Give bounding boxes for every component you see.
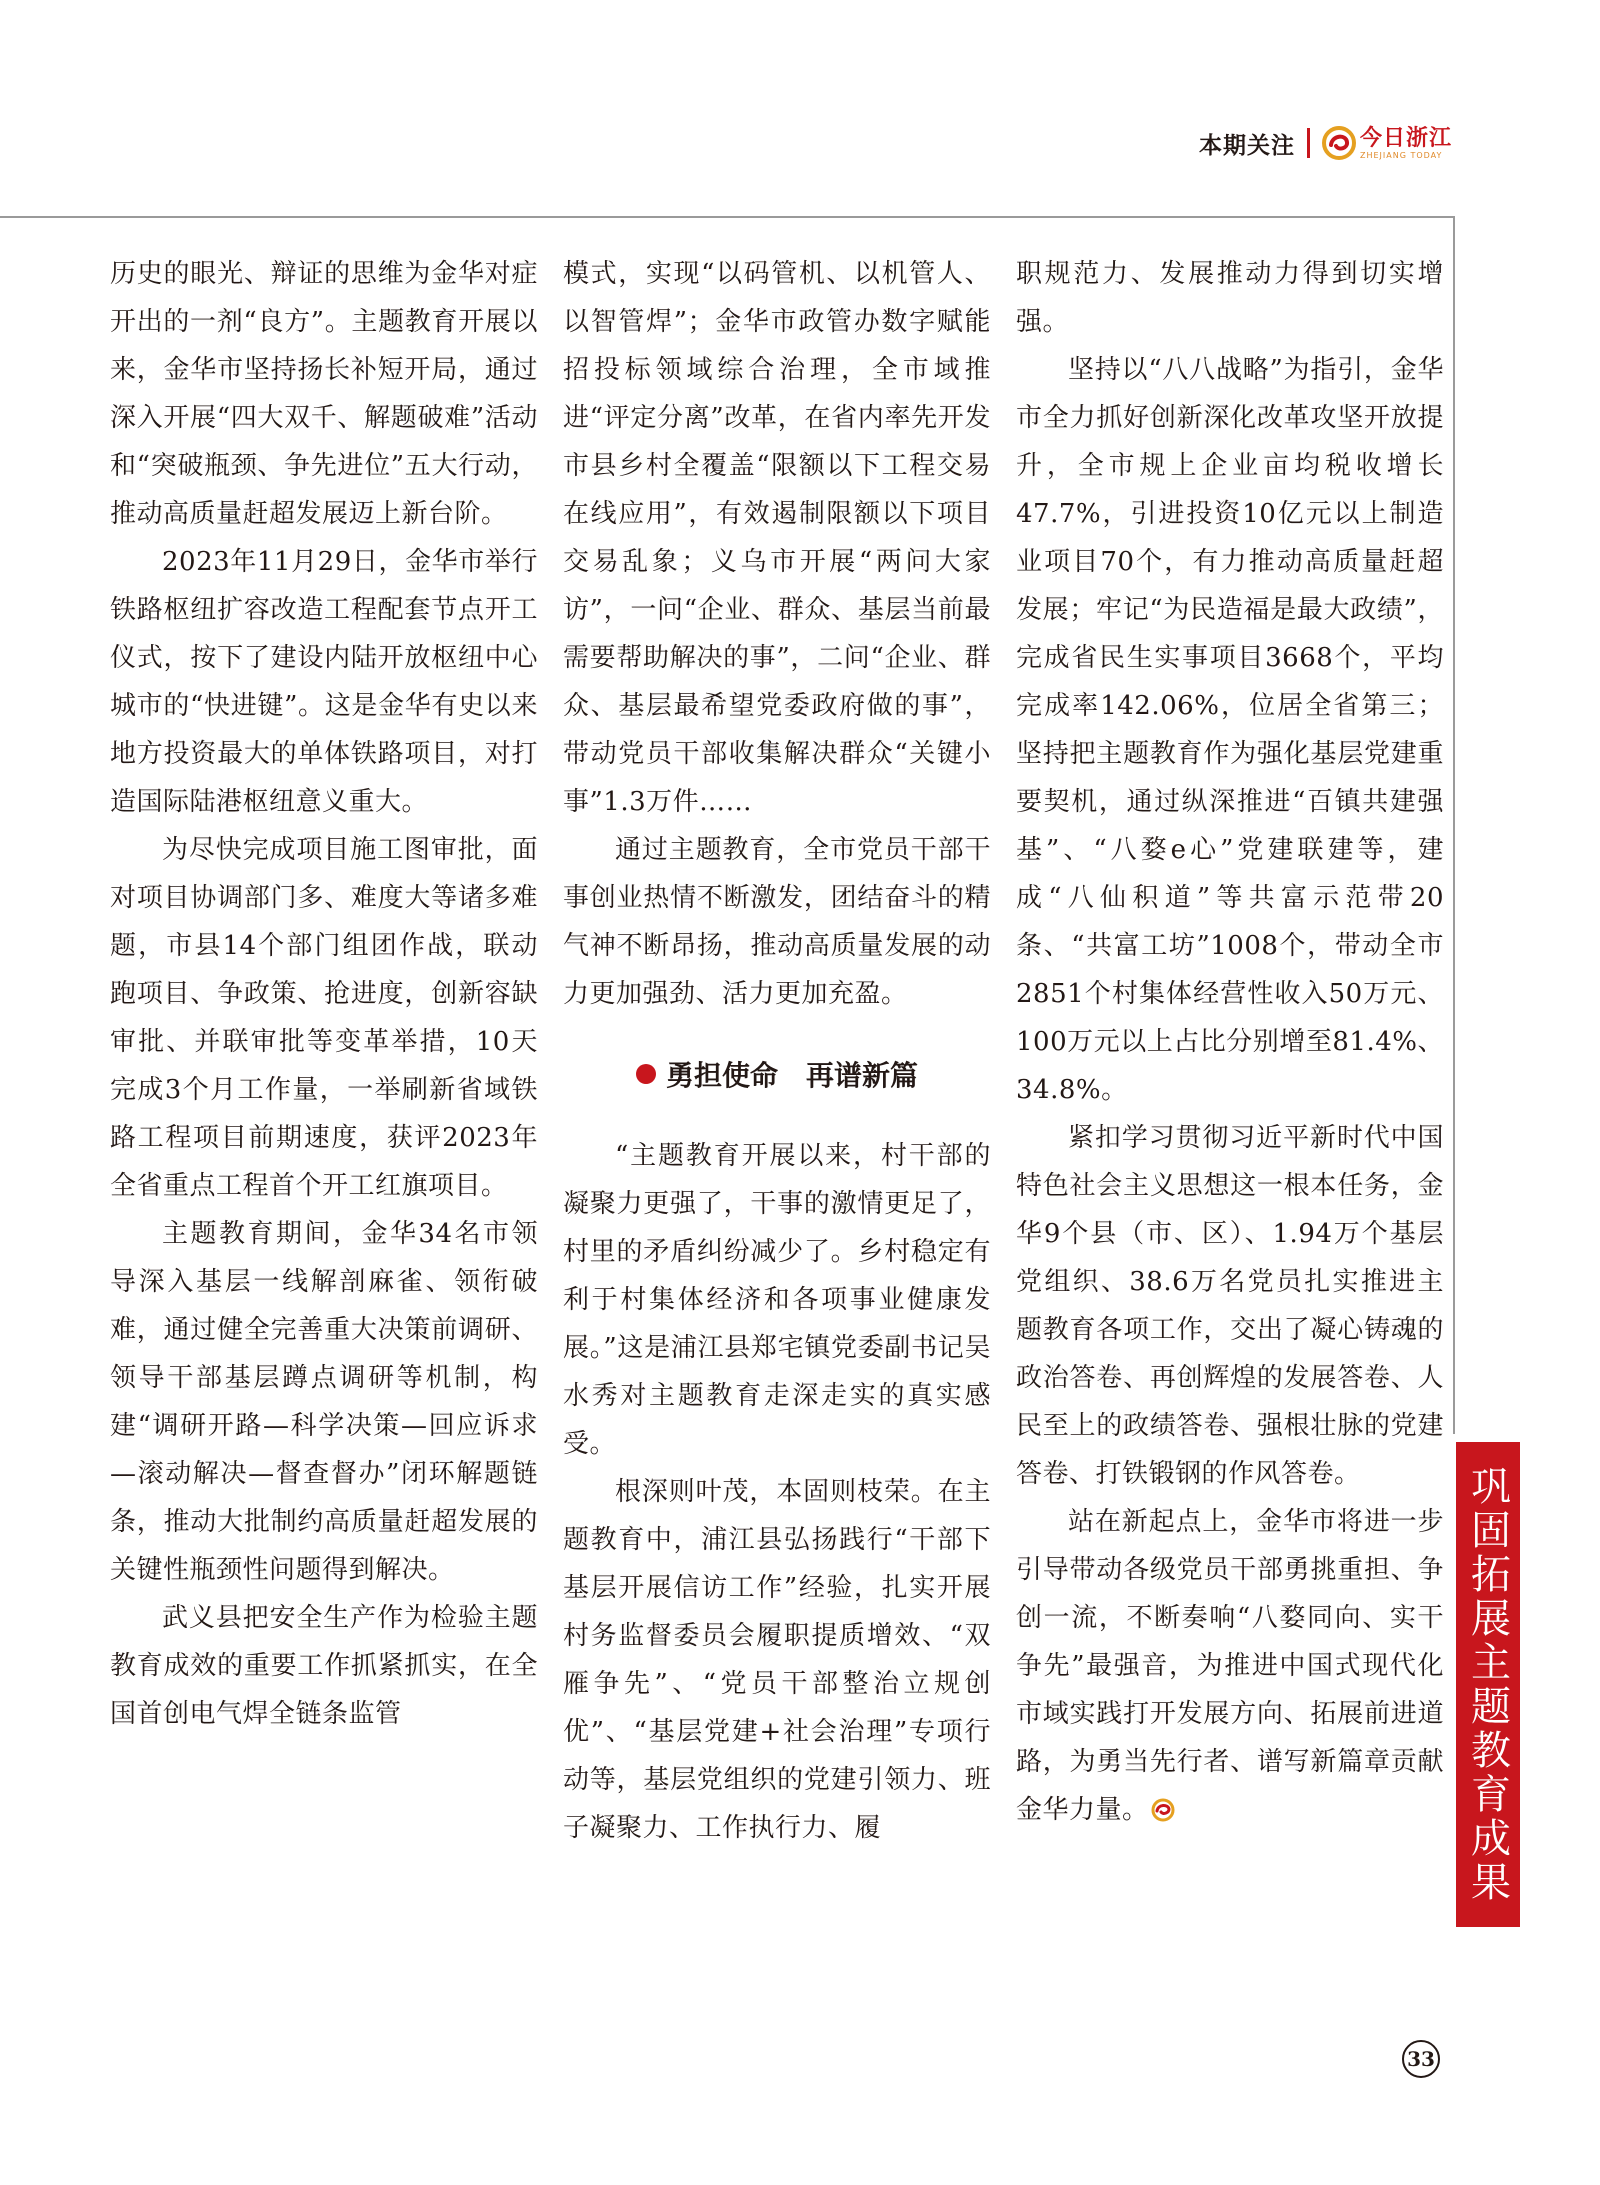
subheading-text: 勇担使命 再谱新篇 xyxy=(665,1059,918,1092)
side-section-tab xyxy=(1456,1442,1520,1927)
side-tab-label: 巩固拓展主题教育成果 xyxy=(1464,1464,1511,1905)
logo-english-text: ZHEJIANG TODAY xyxy=(1359,150,1443,160)
paragraph: 根深则叶茂，本固则枝荣。在主题教育中，浦江县弘扬践行“干部下基层开展信访工作”经验，扎实开展村务监督委员会履职提质增效、“双雁争先”、“党员干部整治立规创优”、“基层党建+社会治理”专项行动等，基层党组织的党建引领力、班子凝聚力、工作执行力、履 xyxy=(563,1477,991,1843)
paragraph: 为尽快完成项目施工图审批，面对项目协调部门多、难度大等诸多难题，市县14个部门组团作战，联动跑项目、争政策、抢进度，创新容缺审批、并联审批等变革举措，10天完成3个月工作量，一举刷新省域铁路工程项目前期速度，获评2023年全省重点工程首个开工红旗项目。 xyxy=(110,835,538,1201)
paragraph: 2023年11月29日，金华市举行铁路枢纽扩容改造工程配套节点开工仪式，按下了建设内陆开放枢纽中心城市的“快进键”。这是金华有史以来地方投资最大的单体铁路项目，对打造国际陆港枢纽意义重大。 xyxy=(110,547,538,817)
paragraph: 通过主题教育，全市党员干部干事创业热情不断激发，团结奋斗的精气神不断昂扬，推动高质量发展的动力更加强劲、活力更加充盈。 xyxy=(563,835,991,1009)
paragraph: 武义县把安全生产作为检验主题教育成效的重要工作抓紧抓实，在全国首创电气焊全链条监管 xyxy=(110,1603,538,1729)
section-subheading xyxy=(563,1054,991,1094)
paragraph: 职规范力、发展推动力得到切实增强。 xyxy=(1016,259,1444,337)
paragraph-text: 站在新起点上，金华市将进一步引导带动各级党员干部勇挑重担、争创一流，不断奏响“八婺同向、实干争先”最强音，为推进中国式现代化市域实践打开发展方向、拓展前进道路，为勇当先行者、谱写新篇章贡献金华力量。 xyxy=(1016,1507,1444,1825)
logo-swirl-icon xyxy=(1322,126,1356,160)
top-rule xyxy=(0,216,1455,218)
magazine-logo xyxy=(1322,126,1452,160)
page-header xyxy=(1199,118,1452,168)
paragraph: 历史的眼光、辩证的思维为金华对症开出的一剂“良方”。主题教育开展以来，金华市坚持扬长补短开局，通过深入开展“四大双千、解题破难”活动和“突破瓶颈、争先进位”五大行动，推动高质量赶超发展迈上新台阶。 xyxy=(110,259,538,529)
paragraph: 坚持以“八八战略”为指引，金华市全力抓好创新深化改革攻坚开放提升，全市规上企业亩均税收增长47.7%，引进投资10亿元以上制造业项目70个，有力推动高质量赶超发展；牢记“为民造福是最大政绩”，完成省民生实事项目3668个，平均完成率142.06%，位居全省第三；坚持把主题教育作为强化基层党建重要契机，通过纵深推进“百镇共建强基”、“八婺e心”党建联建等，建成“八仙积道”等共富示范带20条、“共富工坊”1008个，带动全市2851个村集体经营性收入50万元、100万元以上占比分别增至81.4%、34.8%。 xyxy=(1016,355,1444,1105)
paragraph: 模式，实现“以码管机、以机管人、以智管焊”；金华市政管办数字赋能招投标领域综合治理，全市域推进“评定分离”改革，在省内率先开发市县乡村全覆盖“限额以下工程交易在线应用”，有效遏制限额以下项目交易乱象；义乌市开展“两问大家访”，一问“企业、群众、基层当前最需要帮助解决的事”，二问“企业、群众、基层最希望党委政府做的事”，带动党员干部收集解决群众“关键小事”1.3万件…… xyxy=(563,259,991,817)
paragraph: 紧扣学习贯彻习近平新时代中国特色社会主义思想这一根本任务，金华9个县（市、区）、1.94万个基层党组织、38.6万名党员扎实推进主题教育各项工作，交出了凝心铸魂的政治答卷、再创辉煌的发展答卷、人民至上的政绩答卷、强根壮脉的党建答卷、打铁锻钢的作风答卷。 xyxy=(1016,1123,1444,1489)
paragraph xyxy=(1016,1498,1444,1834)
text-column-1 xyxy=(110,250,538,1738)
logo-chinese-text: 今日浙江 xyxy=(1359,124,1452,151)
page-number: 33 xyxy=(1402,2040,1440,2078)
header-divider xyxy=(1307,128,1310,158)
paragraph: 主题教育期间，金华34名市领导深入基层一线解剖麻雀、领衔破难，通过健全完善重大决策前调研、领导干部基层蹲点调研等机制，构建“调研开路—科学决策—回应诉求—滚动解决—督查督办”闭环解题链条，推动大批制约高质量赶超发展的关键性瓶颈性问题得到解决。 xyxy=(110,1219,538,1585)
text-column-2 xyxy=(563,250,991,1852)
end-mark-icon xyxy=(1151,1798,1175,1822)
section-label: 本期关注 xyxy=(1198,132,1295,159)
bullet-dot-icon xyxy=(636,1064,656,1084)
paragraph: “主题教育开展以来，村干部的凝聚力更强了，干事的激情更足了，村里的矛盾纠纷减少了。乡村稳定有利于村集体经济和各项事业健康发展。”这是浦江县郑宅镇党委副书记吴水秀对主题教育走深走实的真实感受。 xyxy=(563,1141,991,1459)
right-rule xyxy=(1453,216,1455,1434)
text-column-3 xyxy=(1016,250,1444,1834)
